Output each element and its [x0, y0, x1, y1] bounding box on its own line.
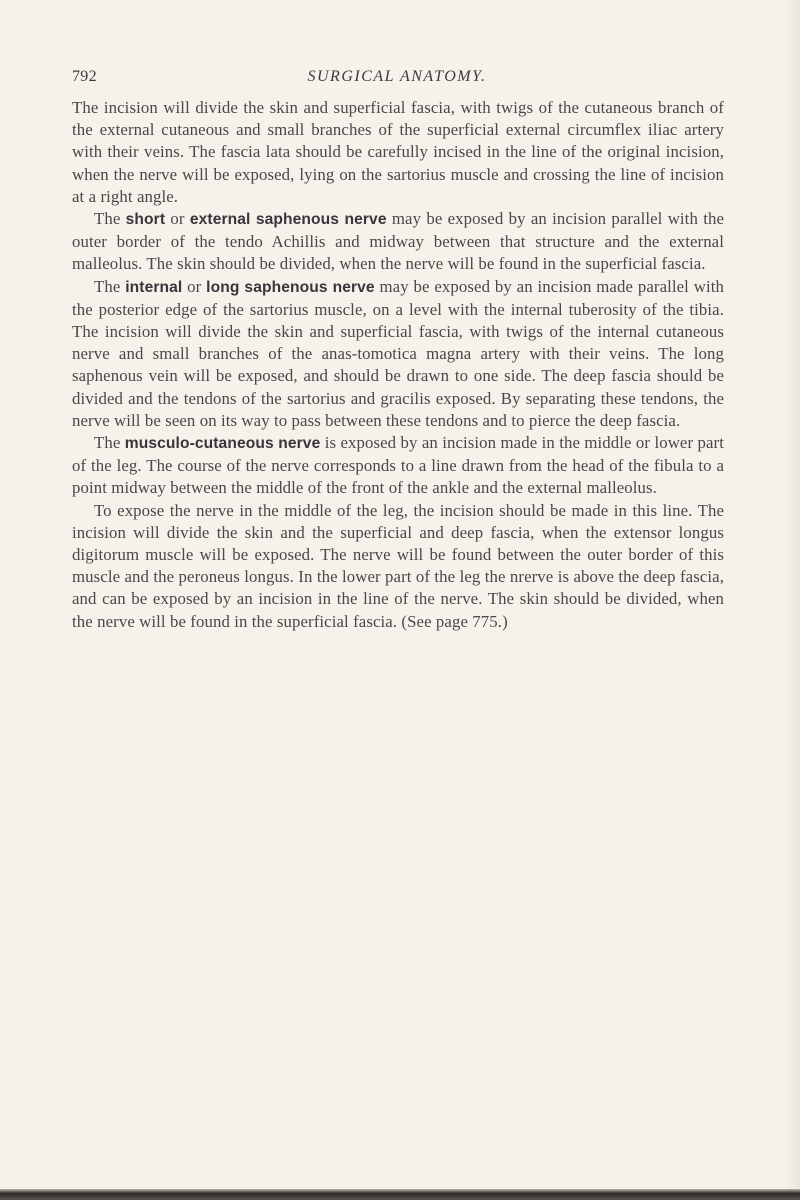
paragraph-middle-of-leg: [72, 500, 724, 633]
paragraph-text: or: [182, 276, 207, 296]
term-external-saphenous-nerve: external saphenous nerve: [189, 211, 387, 229]
paragraph-text: The: [94, 209, 126, 229]
term-short: short: [125, 211, 166, 229]
paragraph-text: may be exposed by an incision made parallel with the posterior edge of the sartorius muscle, on a level with the internal tuberosity of the tibia. The incision will divide the skin and superficial fascia, with twigs of the internal cutaneous nerve and small branches of the anas-tomotica magna artery with their veins. The long saphenous vein will be exposed, and should be drawn to one side. The deep fascia should be divided and the tendons of the sartorius and gracilis exposed. By separating these tendons, the nerve will be seen on its way to pass between these tendons and to pierce the deep fascia.: [72, 276, 724, 430]
paragraph-text: may be exposed by an incision parallel with the outer border of the tendo Achillis and midway between that structure and the external malleolus. The skin should be divided, when the nerve will be found in the superficial fascia.: [72, 209, 725, 274]
paragraph-text: is exposed by an incision made in the middle or lower part of the leg. The course of the nerve corresponds to a line drawn from the head of the fibula to a point midway between the middle of the front of the ankle and the external malleolus.: [72, 433, 725, 498]
paragraph-short-saphenous: [72, 208, 724, 276]
paragraph-text: or: [165, 209, 190, 229]
page-edge-shadow: [786, 0, 800, 1200]
running-title: SURGICAL ANATOMY.: [307, 68, 487, 85]
paragraph-text: The incision will divide the skin and superficial fascia, with twigs of the cutaneous branch of the external cutaneous and small branches of the superficial external circumflex iliac artery with their veins. The fascia lata should be carefully incised in the line of the original incision, when the nerve will be exposed, lying on the sartorius muscle and crossing the line of incision at a right angle.: [72, 98, 724, 206]
bottom-edge-band: [0, 1189, 800, 1200]
paragraph-long-saphenous: [72, 276, 724, 432]
page-number: 792: [72, 68, 97, 85]
body-text: [72, 97, 724, 633]
paragraph-musculo-cutaneous: [72, 432, 724, 500]
term-internal: internal: [125, 278, 183, 296]
paragraph-text: The: [94, 433, 125, 453]
paragraph-femoral-incision: [72, 97, 724, 208]
term-musculo-cutaneous-nerve: musculo-cutaneous nerve: [124, 435, 321, 453]
term-long-saphenous-nerve: long saphenous nerve: [206, 278, 375, 296]
page-header: [72, 68, 722, 92]
paragraph-text: The: [94, 276, 126, 296]
paragraph-text: To expose the nerve in the middle of the leg, the incision should be made in this line. The incision will divide the skin and the superficial and deep fascia, when the extensor longus digitorum muscle will be exposed. The nerve will be found between the outer border of this muscle and the peroneus longus. In the lower part of the leg the nrerve is above the deep fascia, and can be exposed by an incision in the line of the nerve. The skin should be divided, when the nerve will be found in the superficial fascia. (See page 775.): [72, 500, 724, 631]
